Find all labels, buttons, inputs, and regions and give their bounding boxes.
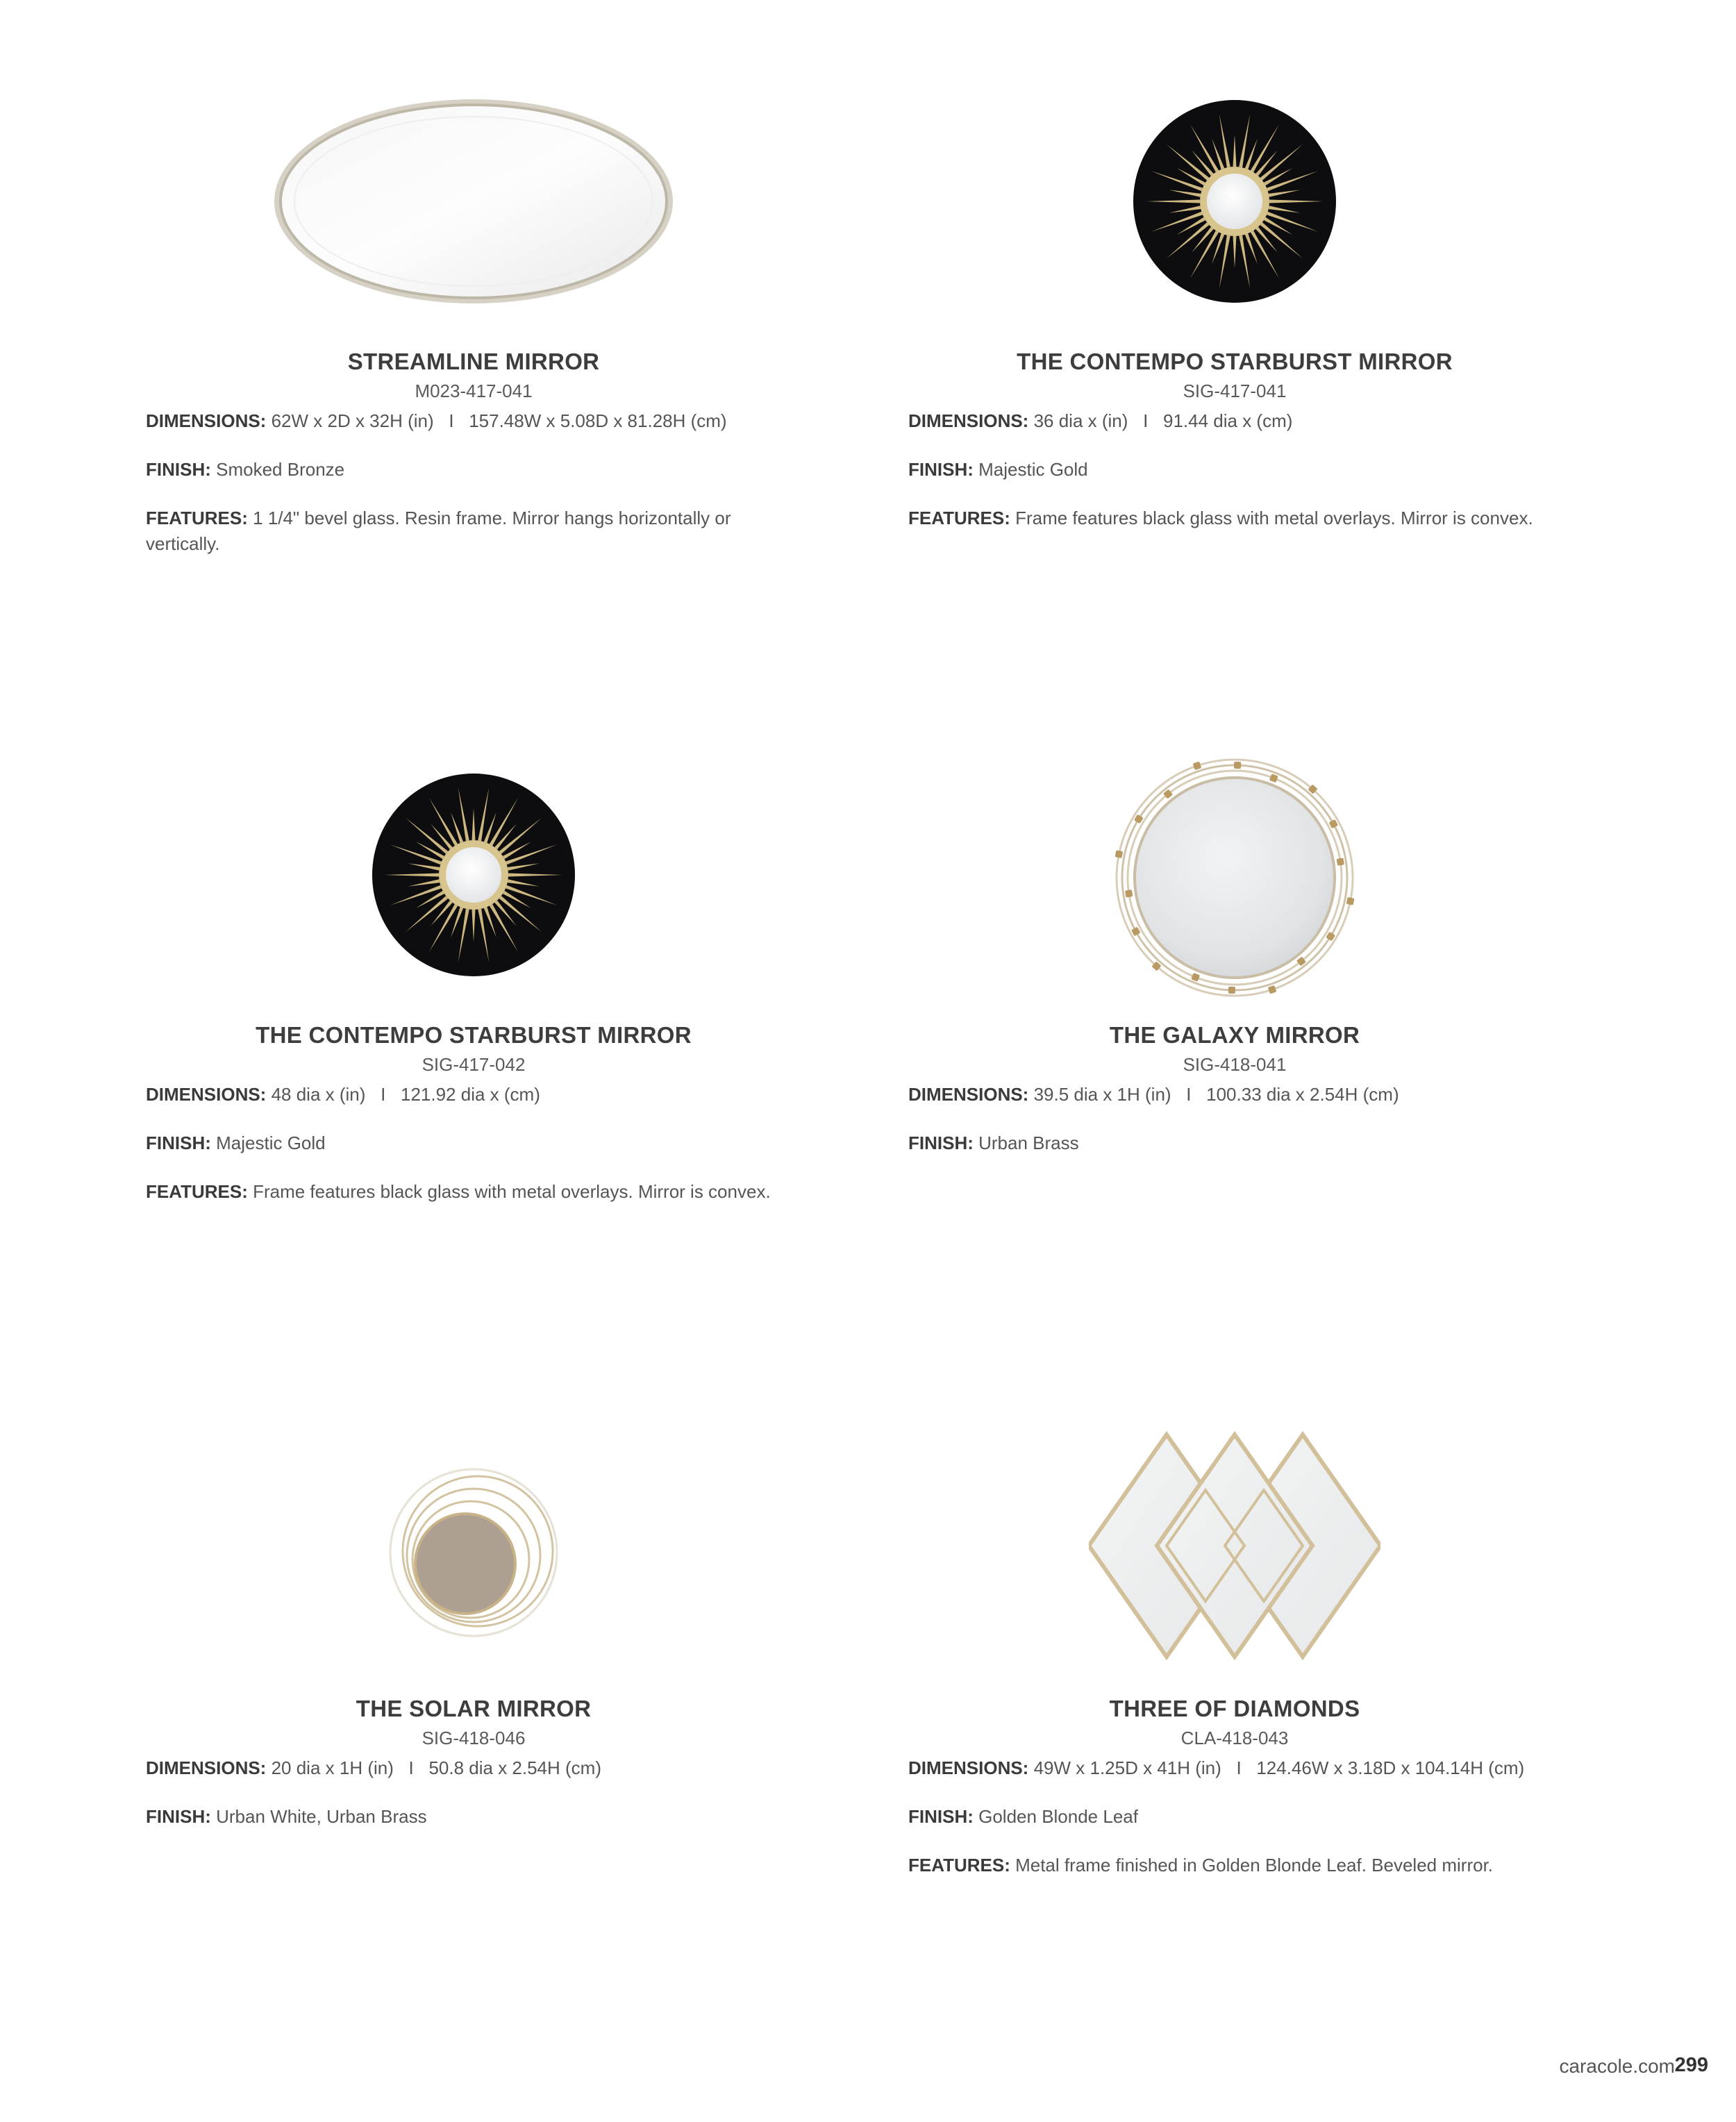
product-sku: M023-417-041 (415, 381, 533, 401)
product-image (126, 90, 821, 340)
product-title: THREE OF DIAMONDS (1109, 1696, 1360, 1721)
product-title: THE GALAXY MIRROR (1109, 1022, 1360, 1048)
dimensions-line: DIMENSIONS: 49W x 1.25D x 41H (in) I 124.46W x 3.18D x 104.14H (cm) (908, 1757, 1525, 1778)
diamonds-mirror-icon (1089, 1428, 1380, 1664)
product-title: THE SOLAR MIRROR (356, 1696, 592, 1721)
oval-mirror-icon (265, 90, 682, 312)
finish-line: FINISH: Smoked Bronze (146, 459, 345, 480)
product-contempo-starburst-mirror (887, 76, 1582, 576)
features-line: FEATURES: Frame features black glass with metal overlays. Mirror is convex. (908, 508, 1533, 528)
finish-line: FINISH: Urban White, Urban Brass (146, 1806, 427, 1827)
starburst-mirror-icon (369, 771, 578, 979)
features-line: FEATURES: Frame features black glass with metal overlays. Mirror is convex. (146, 1181, 771, 1202)
product-sku: SIG-418-046 (422, 1728, 526, 1748)
page-number: 299 (1674, 2054, 1708, 2076)
dimensions-line: DIMENSIONS: 48 dia x (in) I 121.92 dia x (cm) (146, 1084, 540, 1105)
finish-line: FINISH: Golden Blonde Leaf (908, 1806, 1138, 1827)
features-line: FEATURES: Metal frame finished in Golden Blonde Leaf. Beveled mirror. (908, 1855, 1494, 1875)
product-galaxy-mirror (887, 750, 1582, 1250)
product-sku: SIG-417-041 (1183, 381, 1287, 401)
product-image (887, 753, 1582, 1003)
product-title: THE CONTEMPO STARBURST MIRROR (256, 1022, 692, 1048)
product-sku: SIG-418-041 (1183, 1054, 1287, 1075)
solar-mirror-icon (383, 1462, 564, 1643)
features-line: FEATURES: 1 1/4" bevel glass. Resin frame. Mirror hangs horizontally or vertically. (146, 508, 731, 554)
dimensions-line: DIMENSIONS: 39.5 dia x 1H (in) I 100.33 dia x 2.54H (cm) (908, 1084, 1399, 1105)
finish-line: FINISH: Majestic Gold (908, 459, 1088, 480)
product-contempo-starburst-mirror-large (126, 750, 821, 1250)
dimensions-line: DIMENSIONS: 36 dia x (in) I 91.44 dia x (cm) (908, 410, 1293, 431)
product-streamline-mirror (126, 76, 821, 576)
product-image (126, 1462, 821, 1712)
product-three-of-diamonds (887, 1423, 1582, 1923)
product-solar-mirror (126, 1423, 821, 1923)
starburst-mirror-icon (1130, 97, 1339, 306)
product-image (126, 771, 821, 1021)
footer-website: caracole.com (1559, 2055, 1675, 2077)
product-image (887, 97, 1582, 347)
product-title: THE CONTEMPO STARBURST MIRROR (1017, 349, 1453, 374)
dimensions-line: DIMENSIONS: 20 dia x 1H (in) I 50.8 dia x 2.54H (cm) (146, 1757, 601, 1778)
finish-line: FINISH: Urban Brass (908, 1133, 1079, 1153)
product-title: STREAMLINE MIRROR (347, 349, 600, 374)
product-sku: SIG-417-042 (422, 1054, 526, 1075)
product-image (887, 1428, 1582, 1678)
product-sku: CLA-418-043 (1180, 1728, 1289, 1748)
finish-line: FINISH: Majestic Gold (146, 1133, 326, 1153)
galaxy-mirror-icon (1110, 753, 1360, 1003)
dimensions-line: DIMENSIONS: 62W x 2D x 32H (in) I 157.48W x 5.08D x 81.28H (cm) (146, 410, 727, 431)
